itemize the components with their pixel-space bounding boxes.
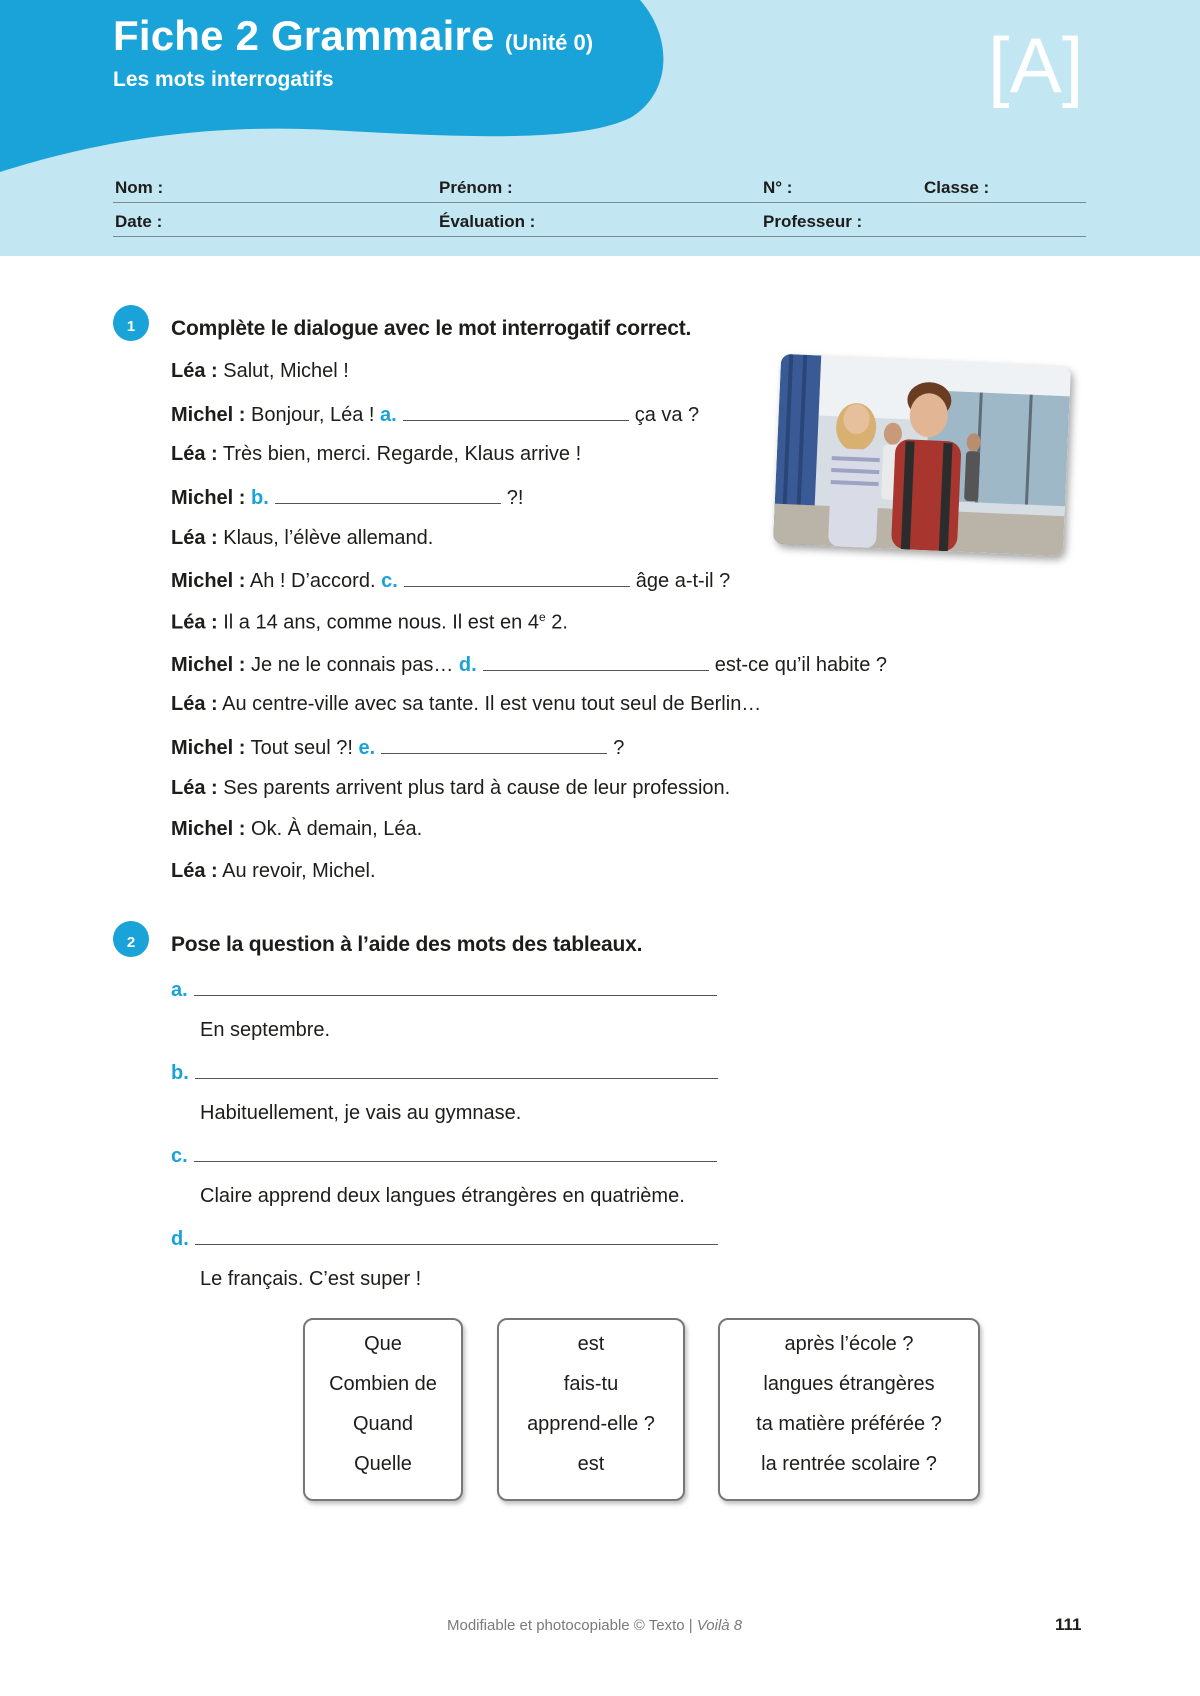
word-cell: est: [577, 1333, 605, 1355]
question-line: [171, 1143, 717, 1168]
title-main: Fiche 2 Grammaire: [113, 12, 495, 59]
dialogue-text: ?!: [506, 487, 524, 509]
answer-text: Habituellement, je vais au gymnase.: [200, 1102, 522, 1124]
label-prenom: Prénom :: [439, 178, 513, 197]
word-cell: est: [577, 1453, 605, 1475]
question-line: [171, 1060, 718, 1085]
answer-text: Claire apprend deux langues étrangères en quatrième.: [200, 1185, 685, 1207]
word-cell: Que: [364, 1333, 402, 1355]
dialogue-line: [171, 568, 730, 593]
word-cell: langues étrangères: [763, 1373, 935, 1395]
page-subtitle: Les mots interrogatifs: [113, 68, 334, 91]
dialogue-text: Tout seul ?!: [245, 737, 359, 759]
footer-copyright: [447, 1617, 742, 1634]
answer-blank[interactable]: [403, 402, 629, 421]
exercise-2-title: Pose la question à l’aide des mots des tableaux.: [171, 933, 643, 956]
dialogue-line: [171, 485, 523, 510]
dialogue-text: Ses parents arrivent plus tard à cause de leur profession.: [217, 777, 731, 799]
dialogue-text: Il a 14 ans, comme nous. Il est en 4: [217, 611, 539, 634]
word-cell: Quand: [352, 1413, 414, 1435]
word-cell: Quelle: [354, 1453, 412, 1475]
label-numero: N° :: [763, 178, 793, 197]
answer-blank[interactable]: [381, 735, 607, 754]
blank-letter: e.: [358, 737, 376, 759]
blank-letter: d.: [458, 654, 477, 676]
info-row-2: [113, 206, 1086, 237]
question-blank[interactable]: [195, 1226, 718, 1245]
question-blank[interactable]: [194, 1143, 717, 1162]
dialogue-text: 2.: [545, 611, 568, 634]
title-unit: (Unité 0): [505, 30, 594, 55]
dialogue-line: [171, 860, 376, 883]
dialogue-text: âge a-t-il ?: [635, 570, 731, 592]
footer-text: Modifiable et photocopiable © Texto |: [447, 1617, 697, 1634]
dialogue-text: Au revoir, Michel.: [217, 860, 376, 882]
info-row-1: [113, 172, 1086, 203]
speaker: Léa :: [171, 443, 218, 465]
dialogue-text: ça va ?: [634, 404, 700, 426]
word-table-1: [303, 1318, 463, 1501]
question-line: [171, 1226, 718, 1251]
dialogue-line: [171, 693, 761, 716]
dialogue-line: [171, 527, 433, 550]
footer-book: Voilà 8: [696, 1617, 743, 1634]
answer-blank[interactable]: [275, 485, 501, 504]
dialogue-text: Ah ! D’accord.: [245, 570, 382, 592]
speaker: Michel :: [171, 570, 246, 592]
word-table-3: [718, 1318, 980, 1501]
question-line: [171, 977, 717, 1002]
blank-letter: a.: [380, 404, 397, 426]
speaker: Léa :: [171, 777, 218, 799]
answer-blank[interactable]: [483, 652, 709, 671]
page-number: 111: [1055, 1615, 1082, 1634]
dialogue-line: [171, 818, 422, 841]
dialogue-text: Très bien, merci. Regarde, Klaus arrive !: [217, 443, 582, 465]
exercise-2-number: 2: [113, 921, 149, 957]
word-cell: ta matière préférée ?: [756, 1413, 942, 1435]
speaker: Léa :: [171, 611, 218, 634]
answer-blank[interactable]: [404, 568, 630, 587]
word-table-2: [497, 1318, 685, 1501]
speaker: Michel :: [171, 737, 246, 759]
exercise-1-number: 1: [113, 305, 149, 341]
speaker: Michel :: [171, 818, 246, 840]
dialogue-line: [171, 610, 568, 635]
speaker: Léa :: [171, 527, 218, 549]
exercise-1-title: Complète le dialogue avec le mot interrogatif correct.: [171, 317, 692, 340]
dialogue-text: Salut, Michel !: [217, 360, 349, 382]
dialogue-text: Bonjour, Léa !: [245, 404, 380, 426]
dialogue-line: [171, 735, 624, 760]
question-blank[interactable]: [195, 1060, 718, 1079]
label-evaluation: Évaluation :: [439, 212, 536, 231]
dialogue-text: est-ce qu’il habite ?: [714, 654, 888, 676]
answer-text: En septembre.: [200, 1019, 331, 1041]
blank-letter: b.: [251, 487, 269, 509]
question-blank[interactable]: [194, 977, 717, 996]
word-cell: après l’école ?: [784, 1333, 914, 1355]
dialogue-line: [171, 402, 699, 427]
word-cell: la rentrée scolaire ?: [761, 1453, 937, 1475]
speaker: Léa :: [171, 360, 218, 382]
dialogue-line: [171, 443, 581, 466]
question-letter: d.: [171, 1228, 189, 1250]
label-classe: Classe :: [924, 178, 990, 197]
students-photo: [773, 354, 1071, 556]
question-letter: a.: [171, 979, 188, 1001]
speaker: Michel :: [171, 654, 246, 676]
dialogue-text: Ok. À demain, Léa.: [245, 818, 423, 840]
question-letter: c.: [171, 1145, 188, 1167]
label-professeur: Professeur :: [763, 212, 863, 231]
dialogue-line: [171, 652, 887, 677]
speaker: Léa :: [171, 860, 218, 882]
page-title: [113, 12, 593, 60]
label-nom: Nom :: [115, 178, 164, 197]
dialogue-line: [171, 360, 349, 383]
level-badge: [A]: [988, 21, 1084, 109]
dialogue-text: Au centre-ville avec sa tante. Il est venu tout seul de Berlin…: [217, 693, 762, 715]
blank-letter: c.: [381, 570, 398, 592]
dialogue-line: [171, 777, 730, 800]
word-cell: fais-tu: [563, 1373, 619, 1395]
word-cell: apprend-elle ?: [527, 1413, 655, 1435]
label-date: Date :: [115, 212, 163, 231]
dialogue-text: Klaus, l’élève allemand.: [217, 527, 434, 549]
word-cell: Combien de: [329, 1373, 437, 1395]
answer-text: Le français. C’est super !: [200, 1268, 422, 1290]
speaker: Léa :: [171, 693, 218, 715]
students-photo-illustration: [773, 354, 1071, 556]
speaker: Michel :: [171, 487, 246, 509]
dialogue-text: ?: [613, 737, 625, 759]
speaker: Michel :: [171, 404, 246, 426]
superscript-e: e: [538, 610, 546, 624]
question-letter: b.: [171, 1062, 189, 1084]
dialogue-text: Je ne le connais pas…: [245, 654, 459, 676]
